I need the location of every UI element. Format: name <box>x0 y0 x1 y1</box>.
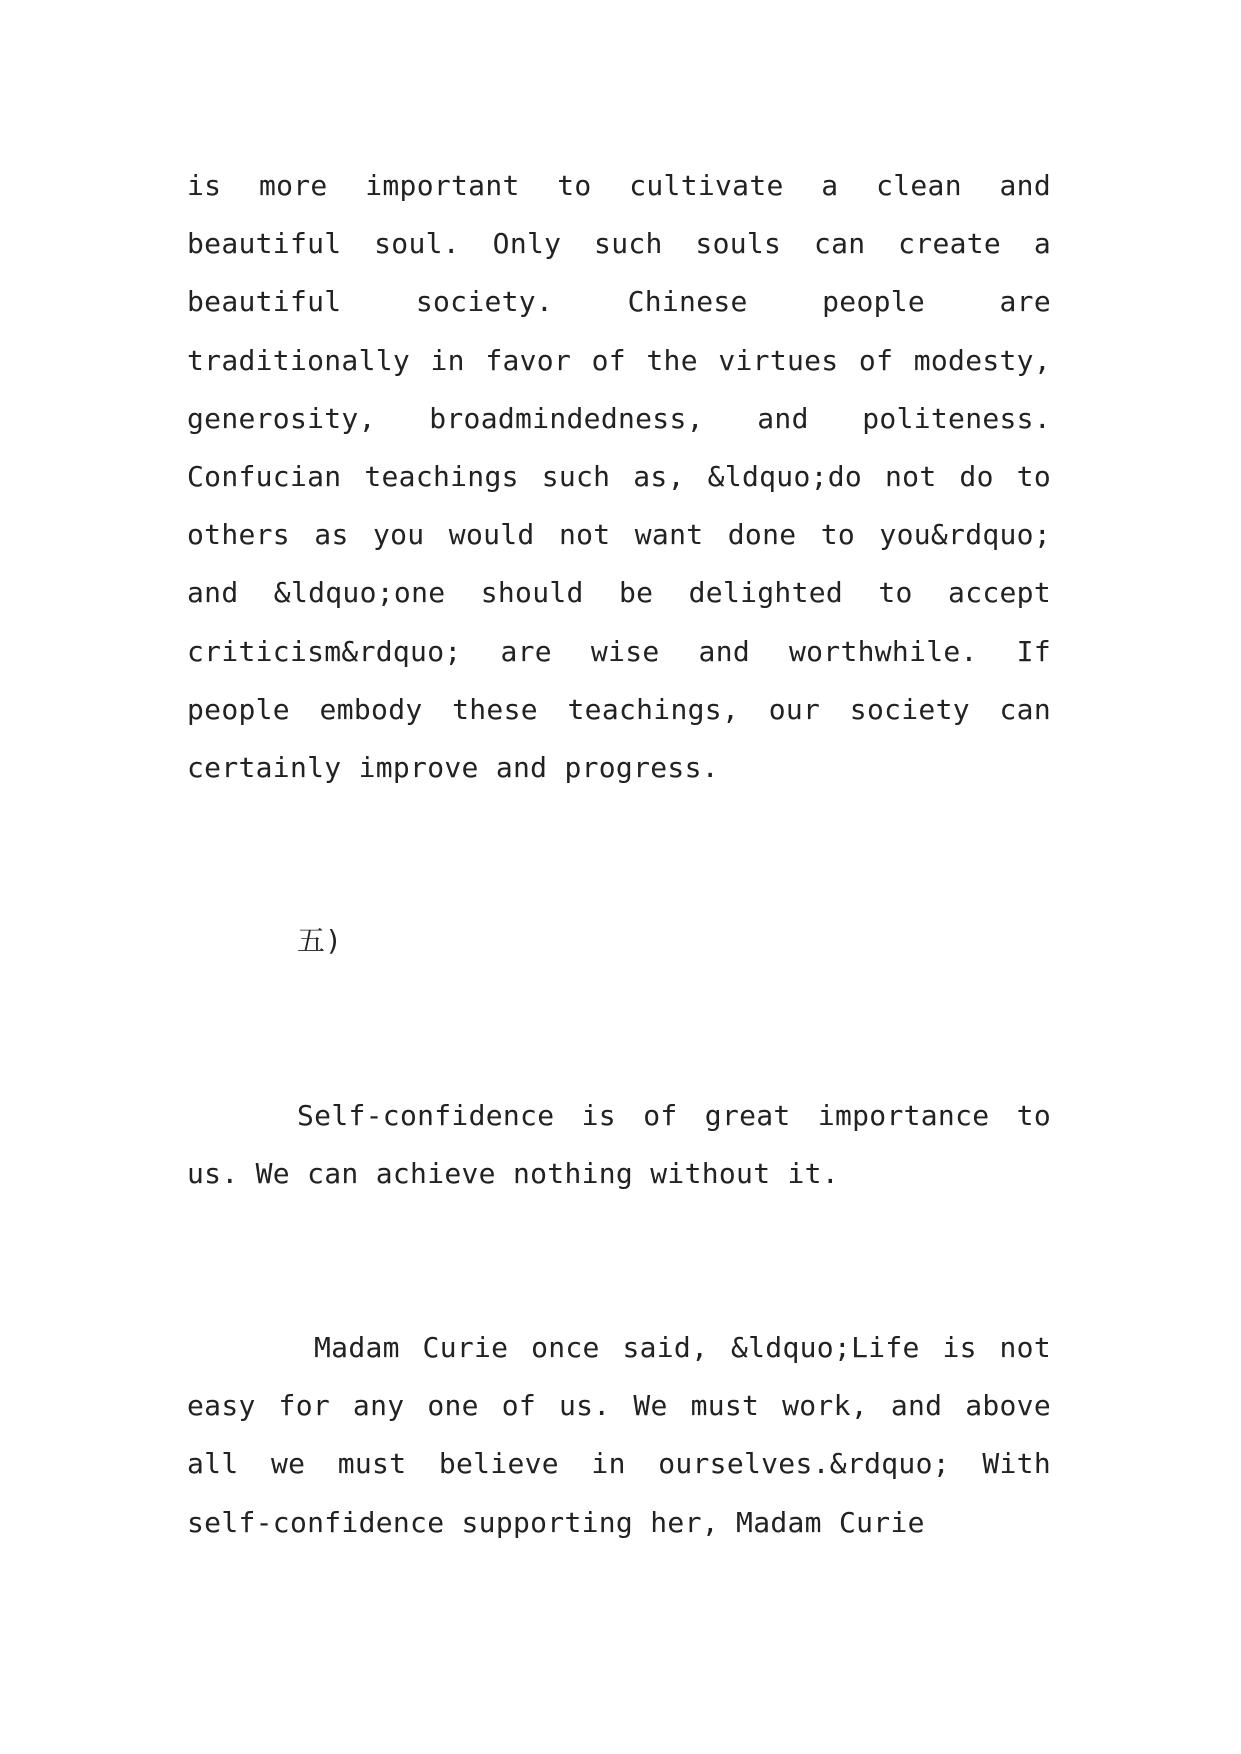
paragraph-self-confidence: Self-confidence is of great importance to us. We can achieve nothing without it. <box>187 1099 1051 1191</box>
section-heading-five: 五) <box>297 924 342 957</box>
paragraph-virtues: is more important to cultivate a clean and beautiful soul. Only such souls can create a beautiful society. Chinese people are traditionally in favor of the virtues of modesty, generosity, broadmindedness, and politeness. Confucian teachings such as, &ldquo;do not do to others as you would not want done to you&rdquo; and &ldquo;one should be delighted to accept criticism&rdquo; are wise and worthwhile. If people embody these teachings, our society can certainly improve and progress. <box>187 169 1051 785</box>
paragraph-madam-curie: Madam Curie once said, &ldquo;Life is not easy for any one of us. We must work, and above all we must believe in ourselves.&rdquo; With self-confidence supporting her, Madam Curie <box>187 1331 1051 1539</box>
